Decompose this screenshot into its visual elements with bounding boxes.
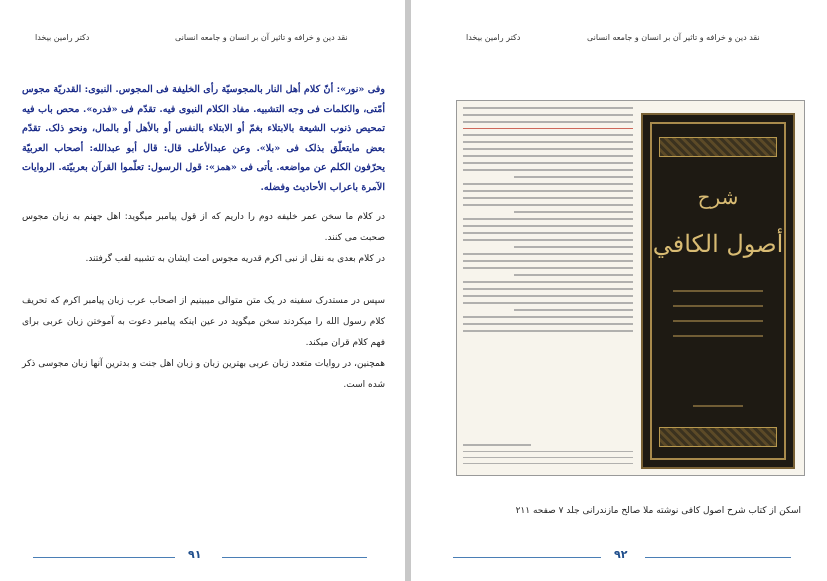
page-number: ۹۲	[614, 548, 628, 561]
paragraph-4: همچنین، در روایات متعدد زبان عربی بهترین زبان و زبان اهل جنت و بدترین آنها زبان مجوسی ذکر شده است.	[22, 359, 385, 390]
footer-rule-left	[453, 557, 601, 558]
scanned-page-text	[463, 105, 633, 471]
header-title: نقد دین و خرافه و تاثیر آن بر انسان و جامعه انسانی	[175, 33, 348, 42]
right-page	[411, 0, 827, 581]
image-caption: اسکن از کتاب شرح اصول کافی نوشته ملا صالح مازندرانی جلد ۷ صفحه ۲۱۱	[515, 506, 801, 516]
header-author: دکتر رامین بیخدا	[466, 33, 521, 42]
footer-rule-right	[645, 557, 791, 558]
paragraph-1: در کلام ما سخن عمر خلیفه دوم را داریم که از قول پیامبر میگوید: اهل جهنم به زبان مجوس صحبت می کنند.	[22, 212, 385, 243]
book-cover	[641, 113, 795, 469]
scanned-footnotes	[463, 439, 633, 469]
paragraph-2: در کلام بعدی به نقل از نبی اکرم قدریه مجوس امت ایشان به تشبیه لقب گرفتند.	[85, 254, 385, 264]
book-title-top: شرح	[697, 185, 739, 209]
page-number: ۹۱	[188, 548, 202, 561]
arabic-quote: وفی «نور»: أنّ کلام أهل النار بالمجوسیّة رأی الخلیفة فی المجوس. النبوی: القدریّة مجوس أمّتی، والکلمات فی وجه التشبیه. مفاد الکلام النبوی فیه. تقدّم فی «فدره». محص باب فیه تمحیص ذنوب الشیعة بالابتلاء بغمّ أو الابتلاء بالنفس أو بالأهل أو بالمال، ونحو ذلک. تقدّم بعض مایتعلّق بذلک فی «بلا». وعن عبدالأعلی قال: قال أبو عبدالله: أصحاب العربیّة یحرّفون الکلم عن مواضعه. یأتی فی «همز»: قول الرسول: تعلّموا القرآن بعربیّته. الروایات الآمرة باعراب الأحادیث وفضله.	[22, 84, 385, 193]
book-scan-image	[456, 100, 805, 476]
paragraph-3: سپس در مستدرک سفینه در یک متن متوالی میبینیم از اصحاب عرب زبان پیامبر اکرم که تحریف کلام رسول الله را میکردند سخن میگوید در عین اینکه پیامبر دعوت به آموختن زبان عربی برای فهم کلام قران میکند.	[22, 296, 385, 348]
cover-ornament-bottom	[659, 427, 777, 447]
footer-rule-left	[33, 557, 175, 558]
cover-ornament-top	[659, 137, 777, 157]
footer-rule-right	[222, 557, 367, 558]
header-title: نقد دین و خرافه و تاثیر آن بر انسان و جامعه انسانی	[587, 33, 760, 42]
header-author: دکتر رامین بیخدا	[35, 33, 90, 42]
highlight-underline	[463, 128, 633, 129]
book-title-main: أصول الكافي	[652, 230, 784, 258]
left-page	[0, 0, 405, 581]
